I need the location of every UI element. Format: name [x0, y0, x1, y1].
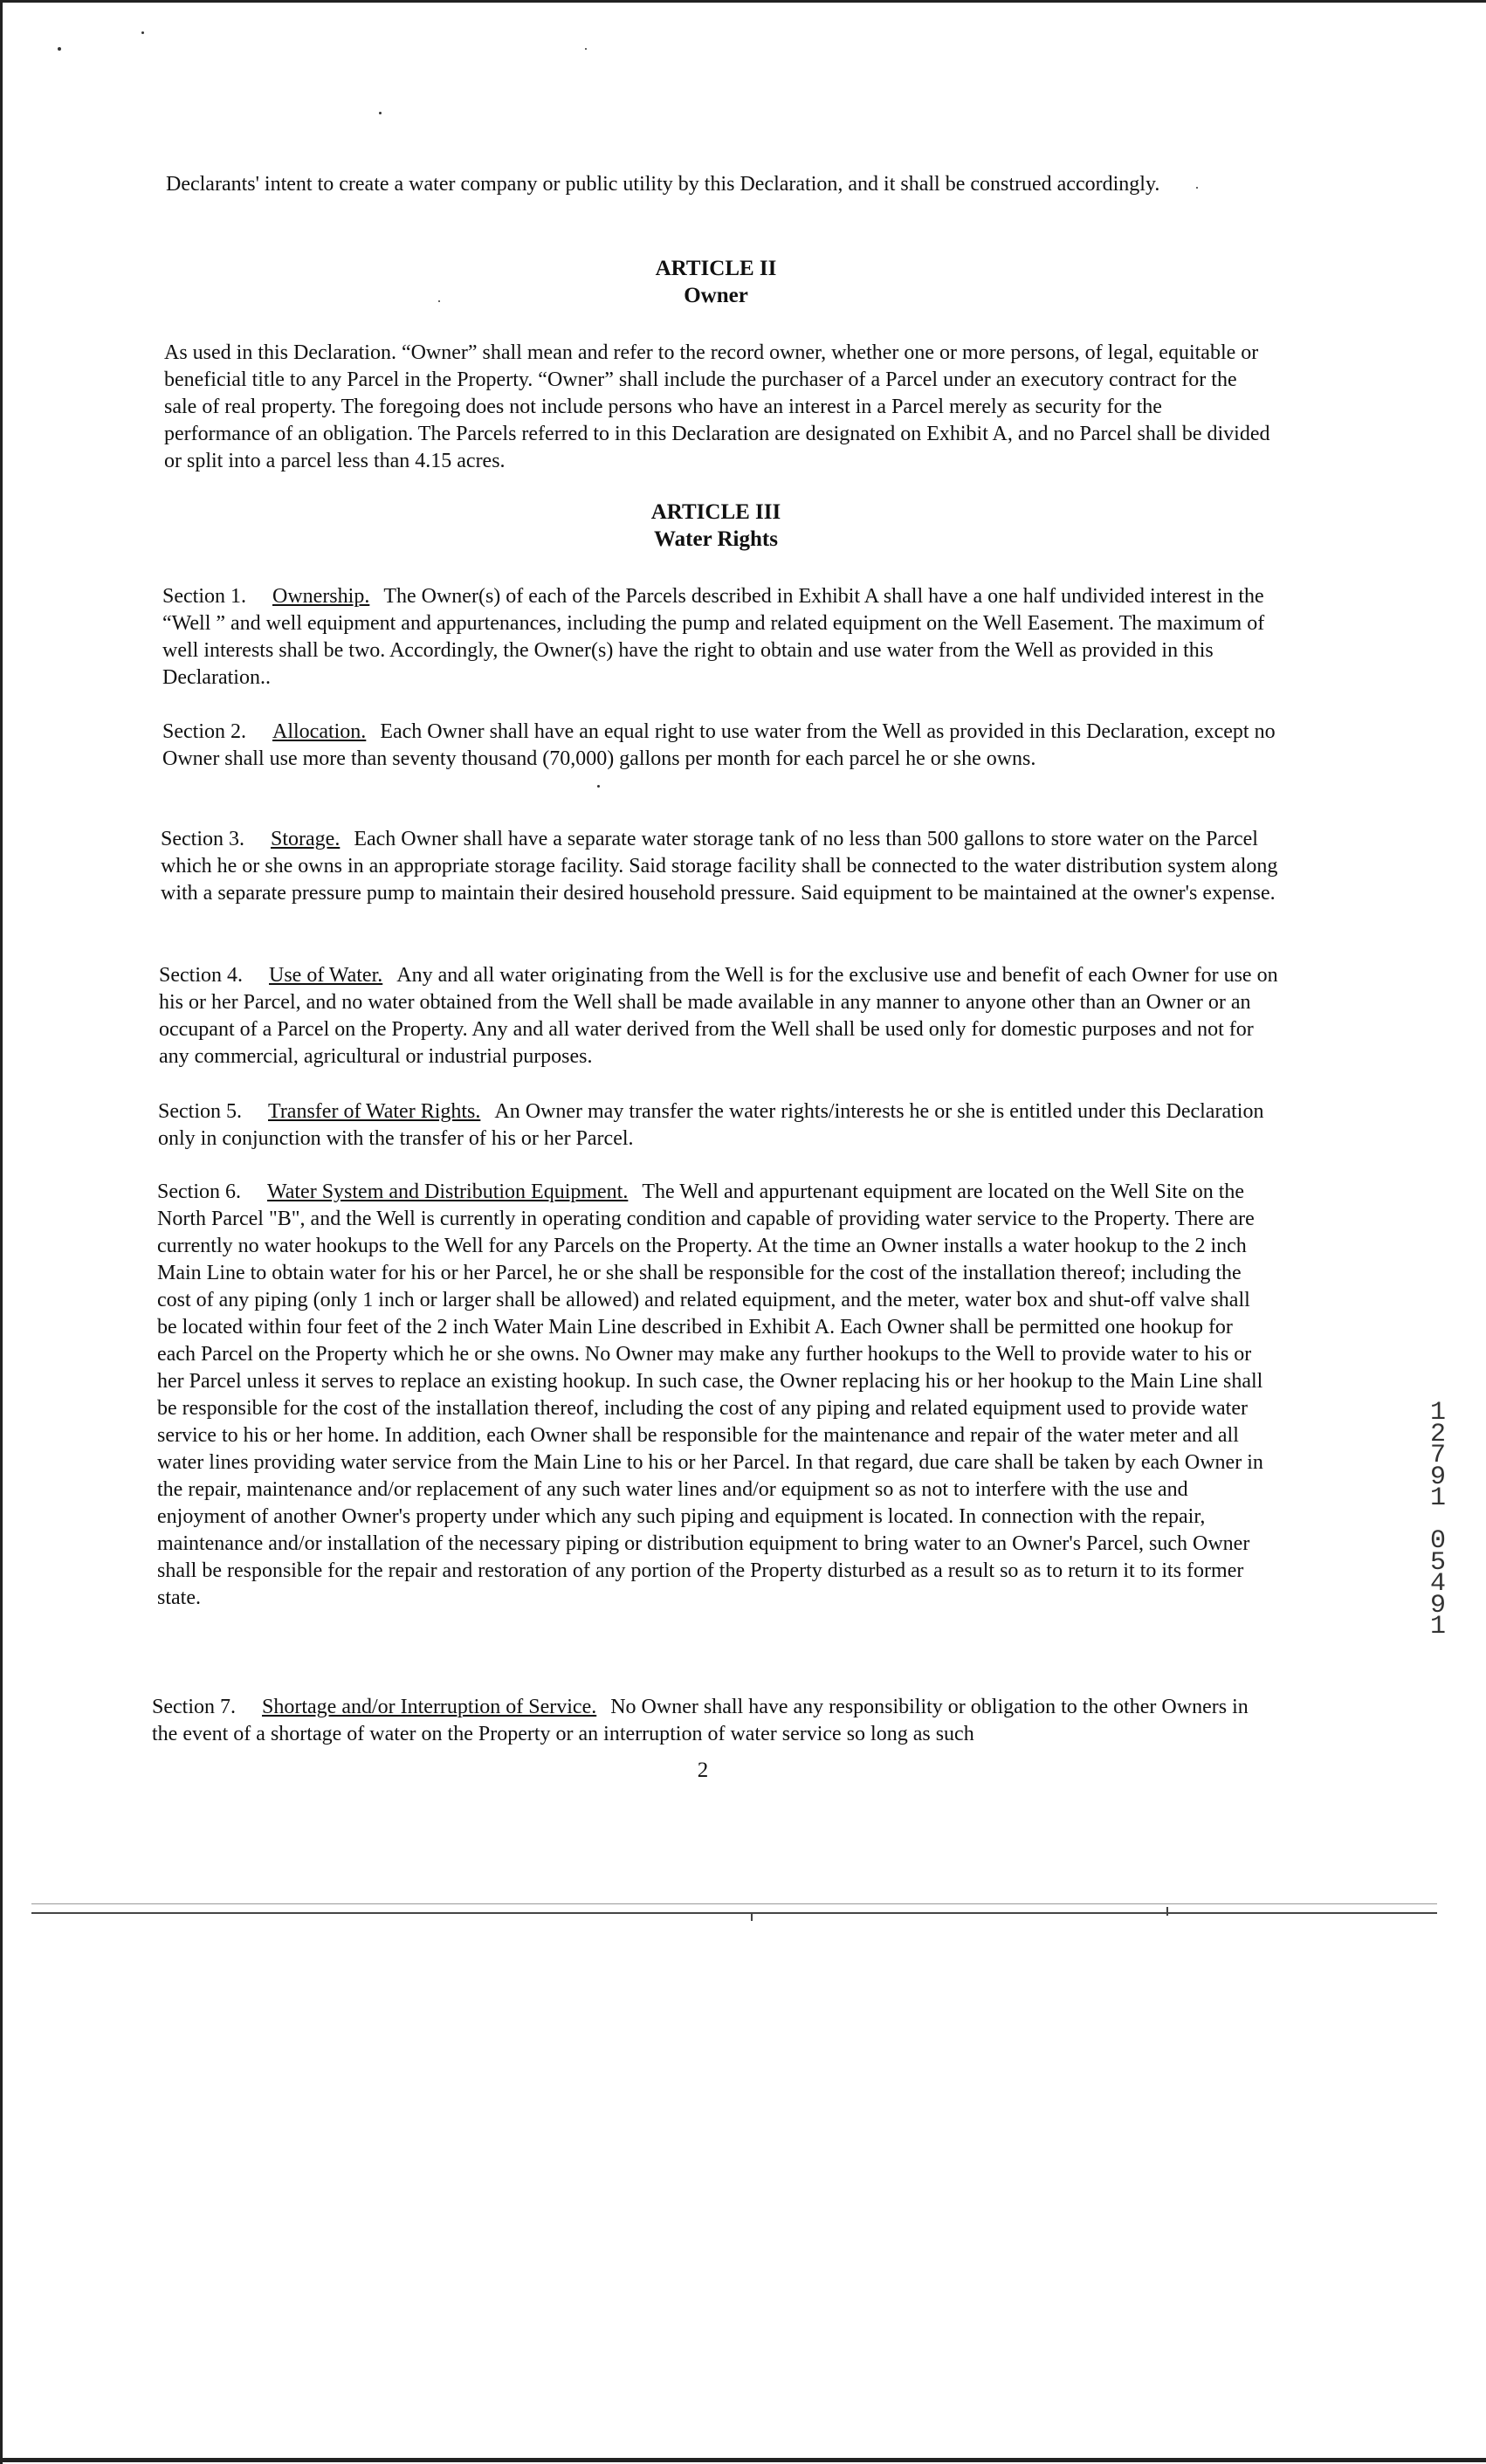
recording-stamp: [1425, 1398, 1451, 1642]
section-2-number: Section 2.: [162, 720, 246, 743]
page-number: 2: [697, 1759, 709, 1782]
section-6-number: Section 6.: [157, 1180, 241, 1203]
section-2-paragraph: [162, 719, 1283, 773]
stamp-digit: 9: [1429, 1462, 1446, 1492]
section-7-paragraph: [152, 1694, 1273, 1748]
scan-speck: [597, 785, 600, 788]
section-3-text: Each Owner shall have a separate water storage tank of no less than 500 gallons to store water on the Parcel which he or she owns in an appropriate storage facility. Said storage facility shall be connected to the water distribution system along with a separate pressure pump to maintain their desired household pressure. Said equipment to be maintained at the owner's expense.: [161, 828, 1278, 905]
divider-tick: [1166, 1907, 1168, 1916]
scan-divider-line-faint: [31, 1903, 1437, 1904]
section-4-paragraph: [159, 962, 1280, 1070]
scan-speck: [438, 300, 440, 302]
stamp-digit: 2: [1429, 1419, 1446, 1449]
article-3-heading: [611, 499, 821, 553]
stamp-digit: 0: [1429, 1526, 1446, 1556]
section-2-text: Each Owner shall have an equal right to use water from the Well as provided in this Declaration, except no Owner shall use more than seventy thousand (70,000) gallons per month for each parcel he or she owns.: [162, 720, 1276, 770]
stamp-digit: 7: [1429, 1441, 1446, 1470]
scan-speck: [585, 48, 587, 50]
scan-border-left: [0, 0, 3, 2464]
scan-divider-line: [31, 1912, 1437, 1914]
section-4-number: Section 4.: [159, 964, 243, 987]
section-4-text: Any and all water originating from the Well is for the exclusive use and benefit of each Owner for use on his or her Parcel, and no water obtained from the Well shall be made available in any manner to anyone other than an Owner or an occupant of a Parcel on the Property. Any and all water derived from the Well shall be used only for domestic purposes and not for any commercial, agricultural or industrial purposes.: [159, 964, 1278, 1068]
article-3-title: Water Rights: [654, 527, 778, 551]
scan-speck: [58, 47, 61, 51]
article-2-heading: [611, 255, 821, 309]
section-6-paragraph: [157, 1179, 1275, 1612]
stamp-digit: 9: [1429, 1590, 1446, 1621]
scan-border-bottom: [0, 2458, 1486, 2462]
section-1-title: Ownership.: [272, 585, 370, 608]
section-4-title: Use of Water.: [269, 964, 383, 987]
section-5-title: Transfer of Water Rights.: [268, 1100, 481, 1123]
article-3-label: ARTICLE III: [650, 500, 781, 524]
scan-speck: [379, 112, 382, 114]
section-5-number: Section 5.: [158, 1100, 242, 1123]
section-3-title: Storage.: [271, 828, 341, 850]
section-3-paragraph: [161, 826, 1282, 907]
section-6-title: Water System and Distribution Equipment.: [267, 1180, 629, 1203]
article-2-paragraph: As used in this Declaration. “Owner” shall mean and refer to the record owner, whether one or more persons, of legal, equitable or beneficial title to any Parcel in the Property. “Owner” shall include the purchaser of a Parcel under an executory contract for the sale of real property. The foregoing does not include persons who have an interest in a Parcel merely as security for the performance of an obligation. The Parcels referred to in this Declaration are designated on Exhibit A, and no Parcel shall be divided or split into a parcel less than 4.15 acres.: [164, 341, 1270, 472]
article-2-label: ARTICLE II: [655, 257, 777, 280]
stamp-digit: 1: [1429, 1398, 1446, 1428]
section-1-paragraph: [162, 583, 1283, 692]
stamp-digit: 5: [1429, 1547, 1446, 1578]
stamp-digit: 1: [1429, 1612, 1446, 1642]
divider-tick: [751, 1912, 753, 1921]
scan-border-top: [0, 0, 1486, 3]
intro-paragraph: Declarants' intent to create a water company or public utility by this Declaration, and it shall be construed accordingly.: [166, 173, 1160, 196]
section-7-text: No Owner shall have any responsibility or obligation to the other Owners in the event of a shortage of water on the Property or an interruption of water service so long as such: [152, 1696, 1249, 1745]
section-7-number: Section 7.: [152, 1696, 236, 1718]
article-2-title: Owner: [684, 284, 748, 307]
section-2-title: Allocation.: [272, 720, 367, 743]
section-6-text: The Well and appurtenant equipment are located on the Well Site on the North Parcel "B", and the Well is currently in operating condition and capable of providing water service to the Property. There are currently no water hookups to the Well for any Parcels on the Property. At the time an Owner installs a water hookup to the 2 inch Main Line to obtain water for his or her Parcel, he or she shall be responsible for the cost of the installation thereof; including the cost of any piping (only 1 inch or larger shall be allowed) and related equipment, and the meter, water box and shut-off valve shall be located within four feet of the 2 inch Water Main Line described in Exhibit A. Each Owner shall be permitted one hookup for each Parcel on the Property which he or she owns. No Owner may make any further hookups to the Well to provide water to his or her Parcel unless it serves to replace an existing hookup. In such case, the Owner replacing his or her hookup to the Main Line shall be responsible for the cost of the installation thereof, including the cost of any piping and related equipment used to provide water service to his or her home. In addition, each Owner shall be responsible for the maintenance and repair of the water meter and all water lines providing water service from the Main Line to his or her Parcel. In that regard, due care shall be taken by each Owner in the repair, maintenance and/or replacement of any such water lines and/or equipment so as not to interfere with the use and enjoyment of another Owner's property under which any such piping and equipment is located. In connection with the repair, maintenance and/or installation of the necessary piping or distribution equipment to bring water to an Owner's Parcel, such Owner shall be responsible for the repair and restoration of any portion of the Property disturbed as a result so as to return it to its former state.: [157, 1180, 1263, 1609]
stamp-digit: 1: [1429, 1483, 1446, 1513]
section-3-number: Section 3.: [161, 828, 244, 850]
section-7-title: Shortage and/or Interruption of Service.: [262, 1696, 597, 1718]
section-1-number: Section 1.: [162, 585, 246, 608]
section-1-text: The Owner(s) of each of the Parcels described in Exhibit A shall have a one half undivided interest in the “Well ” and well equipment and appurtenances, including the pump and related equipment on the Well Easement. The maximum of well interests shall be two. Accordingly, the Owner(s) have the right to obtain and use water from the Well as provided in this Declaration..: [162, 585, 1265, 689]
section-5-paragraph: [158, 1098, 1279, 1153]
scan-speck: [141, 31, 144, 34]
section-5-text: An Owner may transfer the water rights/interests he or she is entitled under this Declaration only in conjunction with the transfer of his or her Parcel.: [158, 1100, 1264, 1150]
stamp-digit: 4: [1429, 1569, 1446, 1599]
